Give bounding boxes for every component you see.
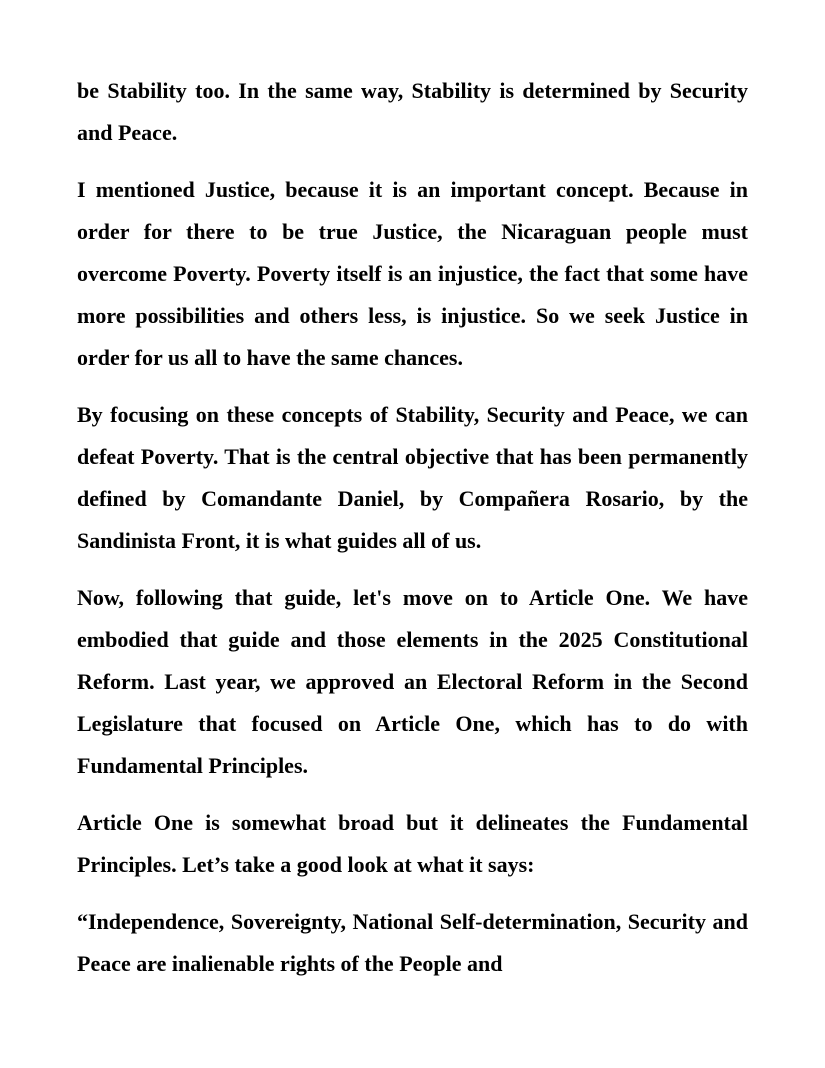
paragraph-article-one-intro: Now, following that guide, let's move on to Article One. We have embodied that guide and those elements in the 2025 Constitutional Reform. Last year, we approved an Electoral Reform in the Second Legislature that focused on Article One, which has to do with Fundamental Principles. xyxy=(77,585,748,778)
paragraph-article-one-quote: “Independence, Sovereignty, National Self-determination, Security and Peace are inalienable rights of the People and xyxy=(77,909,748,976)
paragraph-justice: I mentioned Justice, because it is an important concept. Because in order for there to be true Justice, the Nicaraguan people must overcome Poverty. Poverty itself is an injustice, the fact that some have more possibilities and others less, is injustice. So we seek Justice in order for us all to have the same chances. xyxy=(77,177,748,370)
paragraph-stability-continuation: be Stability too. In the same way, Stability is determined by Security and Peace. xyxy=(77,78,748,145)
document-page xyxy=(77,70,748,985)
paragraph-fundamental-principles: Article One is somewhat broad but it delineates the Fundamental Principles. Let’s take a good look at what it says: xyxy=(77,810,748,877)
paragraph-defeat-poverty: By focusing on these concepts of Stability, Security and Peace, we can defeat Poverty. That is the central objective that has been permanently defined by Comandante Daniel, by Compañera Rosario, by the Sandinista Front, it is what guides all of us. xyxy=(77,402,748,553)
